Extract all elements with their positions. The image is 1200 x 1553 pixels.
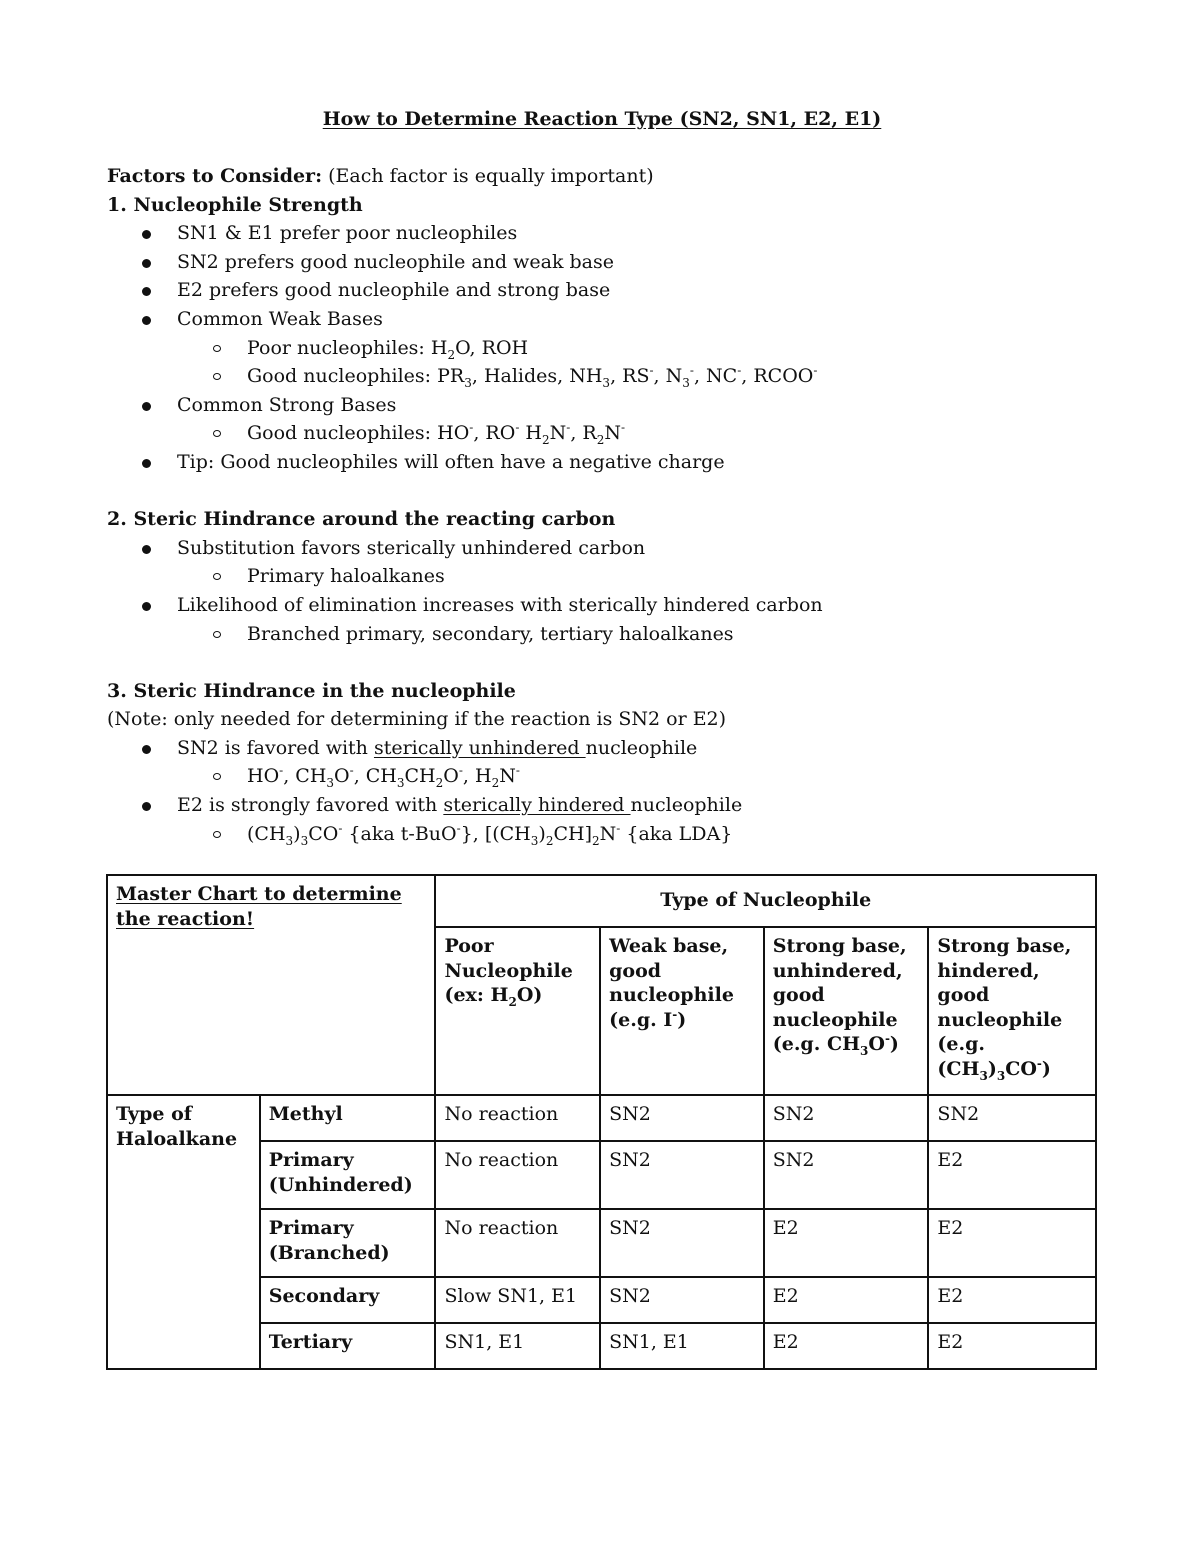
table-cell: E2 xyxy=(928,1141,1096,1209)
row-header: Primary (Branched) xyxy=(260,1209,436,1277)
table-cell: SN2 xyxy=(600,1141,764,1209)
underlined-text: sterically hindered xyxy=(443,794,631,817)
table-cell: SN2 xyxy=(764,1141,929,1209)
list-item xyxy=(107,791,1097,820)
row-header: Primary (Unhindered) xyxy=(260,1141,436,1209)
table-cell: E2 xyxy=(928,1277,1096,1323)
master-chart-table xyxy=(106,874,1097,1370)
factors-heading xyxy=(107,162,1097,191)
column-header: Strong base, hindered, good nucleophile (e.g. $(CH_3)_3CO^-$) xyxy=(928,927,1096,1095)
sub-list-item: Good nucleophiles: HO-, RO- $H_2N^-$, $R_2N^-$ xyxy=(107,419,1097,448)
table-cell: SN2 xyxy=(600,1277,764,1323)
table-cell: No reaction xyxy=(435,1209,600,1277)
table-cell: E2 xyxy=(764,1323,929,1369)
table-cell: SN2 xyxy=(600,1095,764,1141)
header-text: Strong base, hindered, good nucleophile (e.g. (CH xyxy=(937,935,1072,1080)
table-cell: E2 xyxy=(928,1323,1096,1369)
list-item: Common Strong Bases xyxy=(107,391,1097,420)
header-text: Weak base, good nucleophile (e.g. I xyxy=(609,935,734,1031)
master-chart-title: Master Chart to determine the reaction! xyxy=(116,883,402,930)
nucleophile-type-header: Type of Nucleophile xyxy=(435,875,1096,927)
list-item: Likelihood of elimination increases with sterically hindered carbon xyxy=(107,591,1097,620)
haloalkane-type-header: Type of Haloalkane xyxy=(107,1095,260,1369)
sub-list-item: Good nucleophiles: $PR_3$, Halides, $NH_3$, RS-, $N_3^-$, NC-, RCOO- xyxy=(107,362,1097,391)
sub-list-item: Poor nucleophiles: $H_2O$, ROH xyxy=(107,334,1097,363)
table-cell: SN2 xyxy=(764,1095,929,1141)
list-item: SN2 prefers good nucleophile and weak base xyxy=(107,248,1097,277)
header-text: Poor Nucleophile (ex: H xyxy=(444,935,573,1006)
table-cell: SN1, E1 xyxy=(435,1323,600,1369)
sub-list-item: Branched primary, secondary, tertiary haloalkanes xyxy=(107,620,1097,649)
underlined-text: sterically unhindered xyxy=(373,736,586,759)
item-text: SN2 is favored with xyxy=(177,736,374,759)
column-header: Strong base, unhindered, good nucleophile (e.g. $CH_3O^-$) xyxy=(764,927,929,1095)
column-header: Weak base, good nucleophile (e.g. I-) xyxy=(600,927,764,1095)
sub-list-item: Primary haloalkanes xyxy=(107,562,1097,591)
factors-label: Factors to Consider: xyxy=(107,165,323,187)
row-header: Tertiary xyxy=(260,1323,436,1369)
table-cell: E2 xyxy=(764,1277,929,1323)
table-cell: No reaction xyxy=(435,1141,600,1209)
header-text: Strong base, unhindered, good nucleophile (e.g. CH xyxy=(772,935,907,1055)
section3-note: (Note: only needed for determining if the reaction is SN2 or E2) xyxy=(107,708,727,731)
column-header: Poor Nucleophile (ex: $H_2O$) xyxy=(435,927,600,1095)
section3-heading: 3. Steric Hindrance in the nucleophile xyxy=(107,679,516,702)
sub-list-item: $(CH_3)_3CO^-$ {aka t-BuO-}, $[(CH_3)_2CH]_2N^-$ {aka LDA} xyxy=(107,820,1097,849)
poor-nucleophiles-label: Poor nucleophiles: H xyxy=(247,336,448,359)
item-text: E2 is strongly favored with xyxy=(177,794,444,817)
table-cell: SN1, E1 xyxy=(600,1323,764,1369)
row-header: Secondary xyxy=(260,1277,436,1323)
list-item: E2 prefers good nucleophile and strong base xyxy=(107,276,1097,305)
page-title: How to Determine Reaction Type (SN2, SN1, E2, E1) xyxy=(322,108,882,130)
good-nucleophiles-label: Good nucleophiles: PR xyxy=(247,365,465,388)
list-item: SN1 & E1 prefer poor nucleophiles xyxy=(107,219,1097,248)
table-cell: E2 xyxy=(764,1209,929,1277)
table-cell: Slow SN1, E1 xyxy=(435,1277,600,1323)
strong-base-nucleophiles-label: Good nucleophiles: HO xyxy=(247,422,470,445)
factors-note: (Each factor is equally important) xyxy=(322,165,654,187)
sub-list-item: HO-, $CH_3O^-$, $CH_3CH_2O^-$, $H_2N^-$ xyxy=(107,762,1097,791)
section2-heading: 2. Steric Hindrance around the reacting carbon xyxy=(107,508,616,531)
item-text: nucleophile xyxy=(585,736,698,759)
item-text: nucleophile xyxy=(630,794,743,817)
list-item: Common Weak Bases xyxy=(107,305,1097,334)
document-page xyxy=(107,104,1097,848)
list-item: Substitution favors sterically unhindered carbon xyxy=(107,534,1097,563)
table-cell: SN2 xyxy=(600,1209,764,1277)
table-cell: SN2 xyxy=(928,1095,1096,1141)
row-header: Methyl xyxy=(260,1095,436,1141)
list-item xyxy=(107,734,1097,763)
poor-nucleophiles-tail: O, ROH xyxy=(455,336,529,359)
section1-heading: 1. Nucleophile Strength xyxy=(107,193,363,216)
list-item: Tip: Good nucleophiles will often have a negative charge xyxy=(107,448,1097,477)
master-chart-title-cell xyxy=(107,875,435,1095)
table-cell: No reaction xyxy=(435,1095,600,1141)
table-cell: E2 xyxy=(928,1209,1096,1277)
